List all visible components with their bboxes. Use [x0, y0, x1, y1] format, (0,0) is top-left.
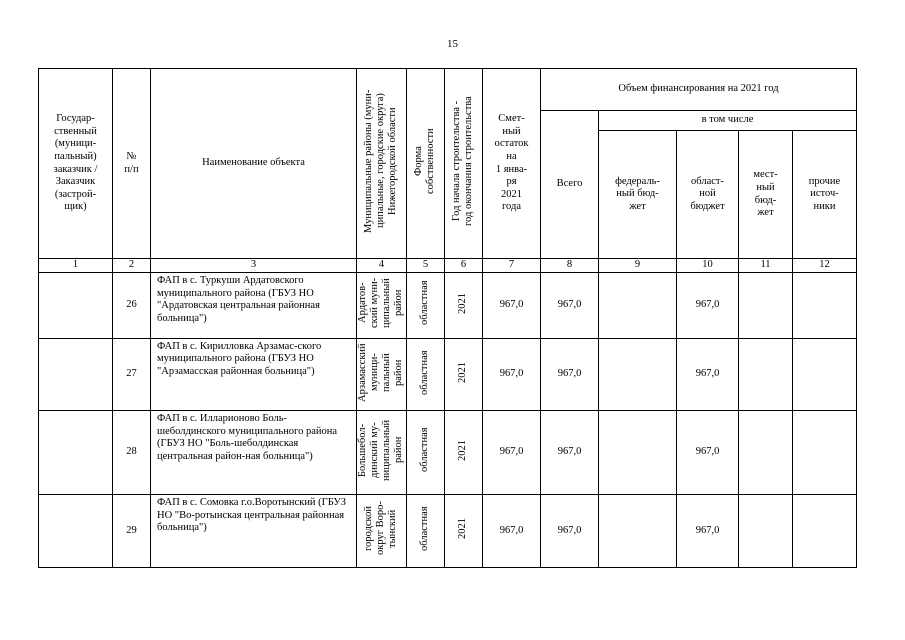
- column-number: 12: [793, 259, 857, 273]
- row-federal: [599, 495, 677, 568]
- column-number: 6: [445, 259, 483, 273]
- row-local: [739, 411, 793, 495]
- row-regional: 967,0: [677, 338, 739, 411]
- column-number: 1: [39, 259, 113, 273]
- row-federal: [599, 273, 677, 339]
- header-row-1: [39, 69, 857, 111]
- row-total: 967,0: [541, 273, 599, 339]
- row-object-name: ФАП в с. Кирилловка Арзамас-ского муниципального района (ГБУЗ НО "Арзамасская районная больница"): [151, 338, 357, 411]
- header-customer: Государ- ственный (муници- пальный) заказчик / Заказчик (застрой- щик): [39, 69, 113, 259]
- financing-table: [38, 68, 857, 568]
- row-ownership: областная: [407, 273, 445, 339]
- row-total: 967,0: [541, 338, 599, 411]
- column-number: 5: [407, 259, 445, 273]
- header-estimate-balance: Смет- ный остаток на 1 янва- ря 2021 года: [483, 69, 541, 259]
- row-customer: [39, 273, 113, 339]
- column-number: 9: [599, 259, 677, 273]
- row-regional: 967,0: [677, 273, 739, 339]
- header-num: № п/п: [113, 69, 151, 259]
- row-other: [793, 273, 857, 339]
- header-including: в том числе: [599, 111, 857, 131]
- column-number: 10: [677, 259, 739, 273]
- header-years: [445, 69, 483, 259]
- column-number: 3: [151, 259, 357, 273]
- row-other: [793, 495, 857, 568]
- row-num: 26: [113, 273, 151, 339]
- row-ownership: областная: [407, 495, 445, 568]
- row-local: [739, 273, 793, 339]
- row-num: 27: [113, 338, 151, 411]
- row-regional: 967,0: [677, 411, 739, 495]
- row-other: [793, 338, 857, 411]
- header-local: мест- ный бюд- жет: [739, 131, 793, 259]
- header-object-name: Наименование объекта: [151, 69, 357, 259]
- row-estimate: 967,0: [483, 338, 541, 411]
- column-number: 4: [357, 259, 407, 273]
- row-total: 967,0: [541, 495, 599, 568]
- row-estimate: 967,0: [483, 495, 541, 568]
- header-federal: федераль- ный бюд- жет: [599, 131, 677, 259]
- column-number: 7: [483, 259, 541, 273]
- row-customer: [39, 495, 113, 568]
- header-total: Всего: [541, 111, 599, 259]
- column-number-row: [39, 259, 857, 273]
- row-district: городской округ Воро- тынский: [357, 495, 407, 568]
- row-object-name: ФАП в с. Туркуши Ардатовского муниципального района (ГБУЗ НО "Ардатовская центральная районная больница"): [151, 273, 357, 339]
- row-year: 2021: [445, 495, 483, 568]
- row-year: 2021: [445, 338, 483, 411]
- row-object-name: ФАП в с. Сомовка г.о.Воротынский (ГБУЗ НО "Во-ротынская центральная районная больница"): [151, 495, 357, 568]
- header-districts-label: Муниципальные районы (муни- ципальные, городские округа) Нижегородской области: [363, 89, 399, 233]
- header-years-label: Год начала строительства - год окончания строительства: [451, 96, 475, 227]
- row-other: [793, 411, 857, 495]
- header-regional: област- ной бюджет: [677, 131, 739, 259]
- row-federal: [599, 338, 677, 411]
- row-ownership: областная: [407, 338, 445, 411]
- header-ownership-label: Форма собственности: [413, 128, 437, 195]
- row-num: 28: [113, 411, 151, 495]
- row-year: 2021: [445, 273, 483, 339]
- row-regional: 967,0: [677, 495, 739, 568]
- column-number: 11: [739, 259, 793, 273]
- row-object-name: ФАП в с. Илларионово Боль-шеболдинского муниципального района (ГБУЗ НО "Боль-шеболдинская центральная район-ная больница"): [151, 411, 357, 495]
- row-district: Ардатов- ский муни- ципальный район: [357, 273, 407, 339]
- column-number: 2: [113, 259, 151, 273]
- row-customer: [39, 338, 113, 411]
- table-row: [39, 495, 857, 568]
- header-other: прочие источ- ники: [793, 131, 857, 259]
- row-district: Большебол- динский му- ниципальный район: [357, 411, 407, 495]
- row-total: 967,0: [541, 411, 599, 495]
- row-estimate: 967,0: [483, 411, 541, 495]
- row-estimate: 967,0: [483, 273, 541, 339]
- row-district: Арзамасский муници- пальный район: [357, 338, 407, 411]
- row-ownership: областная: [407, 411, 445, 495]
- table-row: [39, 273, 857, 339]
- table-row: [39, 338, 857, 411]
- header-districts: [357, 69, 407, 259]
- row-year: 2021: [445, 411, 483, 495]
- page-number: 15: [447, 38, 458, 50]
- header-ownership: [407, 69, 445, 259]
- row-local: [739, 495, 793, 568]
- table-row: [39, 411, 857, 495]
- row-federal: [599, 411, 677, 495]
- row-num: 29: [113, 495, 151, 568]
- row-local: [739, 338, 793, 411]
- row-customer: [39, 411, 113, 495]
- header-financing: Объем финансирования на 2021 год: [541, 69, 857, 111]
- column-number: 8: [541, 259, 599, 273]
